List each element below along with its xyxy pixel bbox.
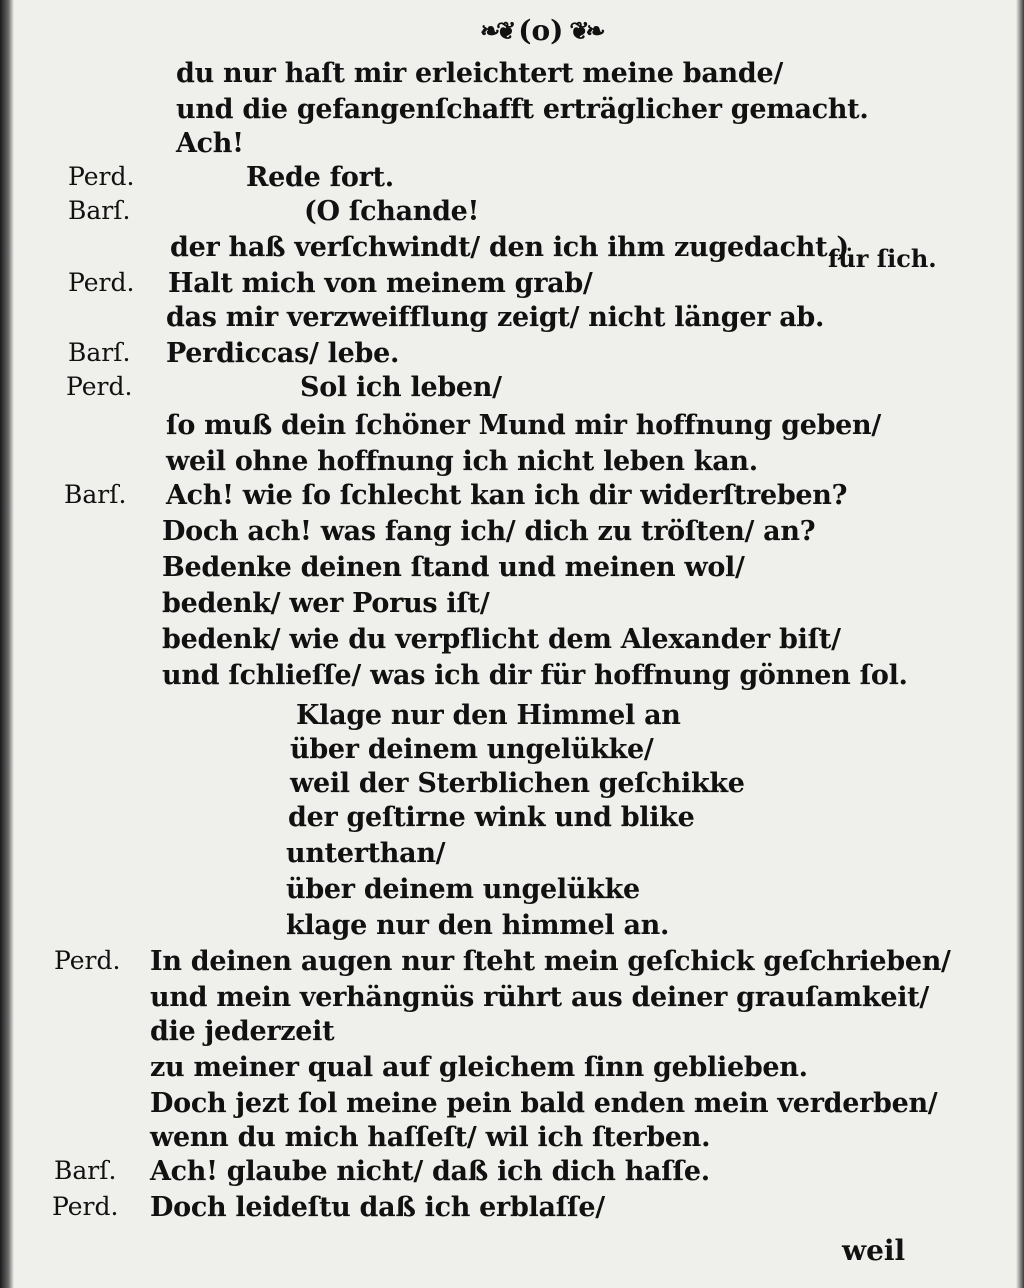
scan-edge-left (0, 0, 14, 1288)
verse-line: weil ohne hoffnung ich nicht leben kan. (166, 446, 758, 477)
verse-line: bedenk/ wer Porus iſt/ (162, 588, 490, 619)
verse-line: der geſtirne wink und blike (288, 802, 695, 833)
verse-line: Doch jezt ſol meine pein bald enden mein verderben/ (150, 1088, 938, 1119)
verse-line: über deinem ungelükke (286, 874, 640, 905)
verse-line: der haß verſchwindt/ den ich ihm zugedacht.) (170, 232, 849, 263)
speaker-label: Perd. (66, 372, 133, 401)
catchword: weil (842, 1234, 906, 1267)
speaker-label: Perd. (54, 946, 121, 975)
verse-line: über deinem ungelükke/ (290, 734, 654, 765)
verse-line: bedenk/ wie du verpflicht dem Alexander biſt/ (162, 624, 841, 655)
page-number: (o) (518, 14, 564, 47)
speaker-label: Barſ. (68, 196, 131, 225)
ornament-right-icon: ❦❧ (569, 16, 602, 45)
verse-line: du nur haſt mir erleichtert meine bande/ (176, 58, 783, 89)
verse-line: unterthan/ (286, 838, 446, 869)
speaker-label: Barſ. (54, 1156, 117, 1185)
speaker-label: Barſ. (68, 338, 131, 367)
speaker-label: Perd. (52, 1192, 119, 1221)
scan-edge-right (1016, 0, 1024, 1288)
verse-line: Ach! (176, 128, 244, 159)
verse-line: Ach! wie ſo ſchlecht kan ich dir widerſtreben? (166, 480, 848, 511)
verse-line: wenn du mich haſſeſt/ wil ich ſterben. (150, 1122, 711, 1153)
speaker-label: Perd. (68, 268, 135, 297)
verse-line: die jederzeit (150, 1016, 335, 1047)
verse-line: Ach! glaube nicht/ daß ich dich haſſe. (150, 1156, 710, 1187)
verse-line: Doch leideſtu daß ich erblaſſe/ (150, 1192, 605, 1223)
verse-line: (O ſchande! (304, 196, 480, 227)
verse-line: ſo muß dein ſchöner Mund mir hoffnung geben/ (166, 410, 881, 441)
verse-line: und die gefangenſchafft erträglicher gemacht. (176, 94, 869, 125)
verse-line: und mein verhängnüs rührt aus deiner grauſamkeit/ (150, 982, 929, 1013)
verse-line: Sol ich leben/ (300, 372, 502, 403)
stage-direction: für ſich. (828, 244, 937, 273)
verse-line: Perdiccas/ lebe. (166, 338, 400, 369)
verse-line: Doch ach! was fang ich/ dich zu tröſten/ an? (162, 516, 816, 547)
page-header (480, 14, 670, 47)
verse-line: Halt mich von meinem grab/ (168, 268, 593, 299)
verse-line: Klage nur den Himmel an (296, 700, 681, 731)
ornament-left-icon: ❧❦ (480, 16, 513, 45)
verse-line: weil der Sterblichen geſchikke (290, 768, 745, 799)
verse-line: Rede fort. (246, 162, 394, 193)
verse-line: zu meiner qual auf gleichem ſinn geblieben. (150, 1052, 808, 1083)
speaker-label: Perd. (68, 162, 135, 191)
verse-line: das mir verzweifflung zeigt/ nicht länger ab. (166, 302, 825, 333)
verse-line: und ſchlieſſe/ was ich dir für hoffnung gönnen ſol. (162, 660, 908, 691)
verse-line: klage nur den himmel an. (286, 910, 670, 941)
verse-line: In deinen augen nur ſteht mein geſchick geſchrieben/ (150, 946, 951, 977)
speaker-label: Barſ. (64, 480, 127, 509)
verse-line: Bedenke deinen ſtand und meinen wol/ (162, 552, 745, 583)
